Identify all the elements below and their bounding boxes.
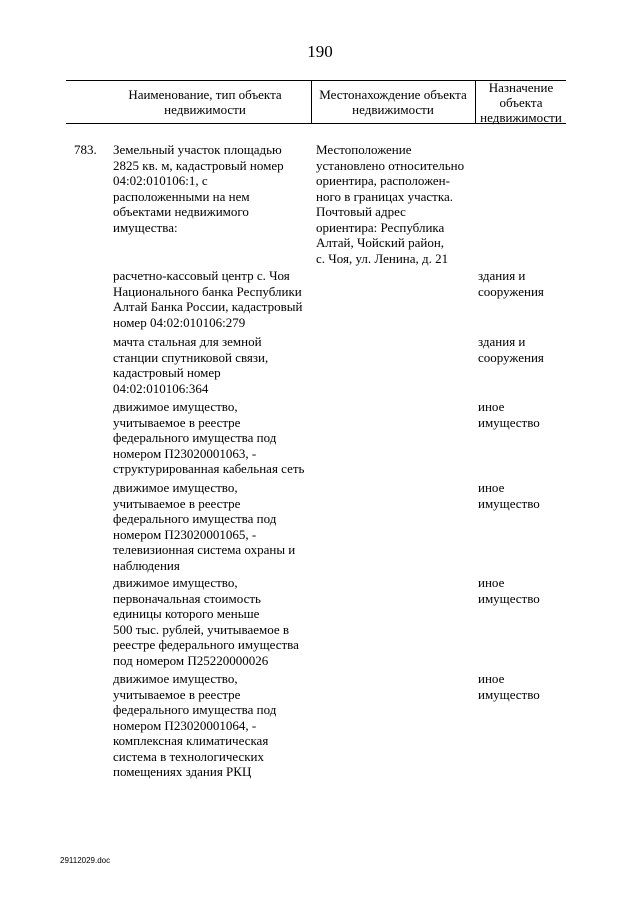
text-line: система в технологических (113, 748, 265, 764)
text-line: имущество (478, 686, 540, 702)
header-text: недвижимости (480, 109, 562, 125)
property-item-name (113, 399, 313, 477)
text-line: ного в границах участка. (316, 188, 453, 204)
text-line: 500 тыс. рублей, учитываемое в (113, 621, 290, 637)
text-line: движимое имущество, (113, 480, 238, 495)
page-number: 190 (307, 42, 333, 61)
text-line: станции спутниковой связи, (113, 349, 269, 365)
header-text: недвижимости (164, 102, 246, 117)
text-line: 2825 кв. м, кадастровый номер (113, 157, 284, 173)
text-line: федерального имущества под (113, 702, 277, 717)
text-line: с. Чоя, ул. Ленина, д. 21 (316, 250, 449, 266)
text-line: расчетно-кассовый центр с. Чоя (113, 268, 290, 283)
header-text: недвижимости (352, 102, 434, 117)
header-text: Наименование, тип объекта (128, 87, 282, 102)
text-line: иное (478, 575, 505, 590)
text-line: ориентира: Республика (316, 219, 445, 235)
text-line: Почтовый адрес (316, 204, 406, 219)
header-text: объекта (499, 94, 543, 110)
property-item-name (113, 575, 313, 668)
text-line: номером П23020001064, - (113, 717, 257, 733)
property-item-purpose (478, 575, 568, 606)
text-line: кадастровый номер (113, 365, 221, 380)
text-line: движимое имущество, (113, 671, 238, 686)
text-line: здания и (478, 268, 526, 283)
text-line: имущество (478, 590, 540, 606)
text-line: 04:02:010106:1, с (113, 173, 208, 188)
text-line: структурированная кабельная сеть (113, 461, 305, 476)
text-line: расположенными на нем (113, 188, 250, 204)
text-line: иное (478, 399, 505, 414)
header-text: Местонахождение объекта (319, 87, 467, 102)
property-item-purpose (478, 268, 568, 299)
text-line: 04:02:010106:364 (113, 380, 209, 396)
property-item-purpose (478, 480, 568, 511)
property-item-name (113, 334, 313, 396)
text-line: Национального банка Республики (113, 283, 302, 299)
text-line: учитываемое в реестре (113, 414, 241, 430)
text-line: ориентира, расположен- (316, 173, 450, 188)
text-line: иное (478, 480, 505, 495)
text-line: номер 04:02:010106:279 (113, 314, 246, 330)
text-line: сооружения (478, 283, 544, 299)
text-line: под номером П25220000026 (113, 652, 269, 668)
property-item-purpose (478, 671, 568, 702)
text-line: номером П23020001065, - (113, 526, 257, 542)
header-purpose-column (476, 79, 566, 125)
property-item-purpose (478, 334, 568, 365)
entry-number: 783. (74, 142, 97, 157)
text-line: федерального имущества под (113, 511, 277, 526)
text-line: наблюдения (113, 557, 180, 573)
text-line: объектами недвижимого (113, 204, 249, 219)
entry-location (316, 142, 476, 266)
header-name-column (100, 82, 310, 122)
header-location-column (312, 82, 474, 122)
text-line: реестре федерального имущества (113, 637, 299, 652)
text-line: установлено относительно (316, 157, 465, 173)
text-line: Местоположение (316, 142, 412, 157)
text-line: сооружения (478, 349, 544, 365)
document-filename: 29112029.doc (60, 856, 111, 865)
text-line: телевизионная система охраны и (113, 542, 296, 557)
entry-name (113, 142, 313, 235)
property-item-name (113, 268, 313, 330)
header-text: Назначение (488, 79, 554, 95)
property-item-purpose (478, 399, 568, 430)
text-line: федерального имущества под (113, 430, 277, 445)
text-line: помещениях здания РКЦ (113, 764, 252, 779)
text-line: имущество (478, 414, 540, 430)
text-line: здания и (478, 334, 526, 349)
text-line: Алтай Банка России, кадастровый (113, 299, 303, 314)
text-line: имущество (478, 495, 540, 511)
property-item-name (113, 480, 313, 573)
text-line: мачта стальная для земной (113, 334, 262, 349)
text-line: имущества: (113, 219, 178, 235)
text-line: единицы которого меньше (113, 606, 260, 621)
text-line: учитываемое в реестре (113, 495, 241, 511)
text-line: Алтай, Чойский район, (316, 235, 445, 250)
text-line: учитываемое в реестре (113, 686, 241, 702)
property-item-name (113, 671, 313, 780)
text-line: Земельный участок площадью (113, 142, 282, 157)
text-line: движимое имущество, (113, 399, 238, 414)
text-line: номером П23020001063, - (113, 445, 257, 461)
text-line: комплексная климатическая (113, 733, 269, 748)
text-line: иное (478, 671, 505, 686)
text-line: движимое имущество, (113, 575, 238, 590)
text-line: первоначальная стоимость (113, 590, 261, 606)
